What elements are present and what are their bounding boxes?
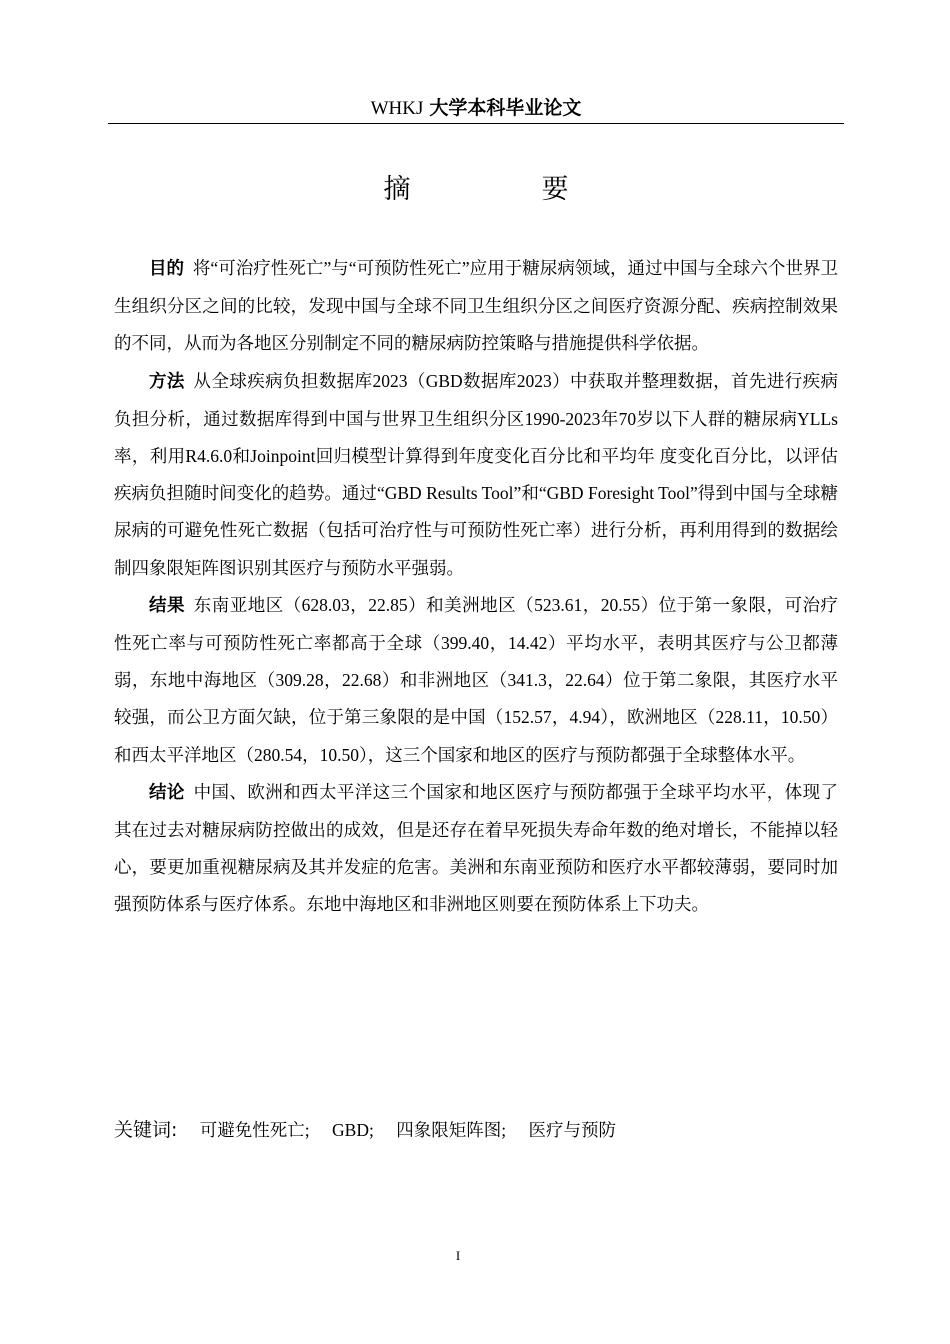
header-title: 大学本科毕业论文 [429, 97, 582, 119]
page-header [108, 94, 844, 122]
section-method [114, 363, 838, 587]
keywords-line [114, 1112, 838, 1148]
abstract-title: 摘 要 [383, 174, 621, 205]
section-purpose [114, 250, 838, 363]
header-latin: WHKJ [370, 98, 424, 119]
page-number: I [455, 1248, 461, 1263]
section-results [114, 587, 838, 774]
section-text: 中国、欧洲和西太平洋这三个国家和地区医疗与预防都强于全球平均水平，体现了其在过去对糖尿病防控做出的成效，但是还存在着早死损失寿命年数的绝对增长，不能掉以轻心，要更加重视糖尿病及其并发症的危害。美洲和东南亚预防和医疗水平都较薄弱，要同时加强预防体系与医疗体系。东地中海地区和非洲地区则要在预防体系上下功夫。 [114, 781, 839, 915]
section-text: 从全球疾病负担数据库2023（GBD数据库2023）中获取并整理数据，首先进行疾病负担分析，通过数据库得到中国与世界卫生组织分区1990-2023年70岁以下人群的糖尿病YLLs率，利用R4.6.0和Joinpoint回归模型计算得到年度变化百分比和平均年 度变化百分比，以评估疾病负担随时间变化的趋势。通过“GBD Results Tool”和“GBD Foresight Tool”得到中国与全球糖尿病的可避免性死亡数据（包括可治疗性与可预防性死亡率）进行分析，再利用得到的数据绘制四象限矩阵图识别其医疗与预防水平强弱。 [114, 370, 839, 578]
keyword-item: 医疗与预防 [528, 1120, 616, 1140]
section-text: 东南亚地区（628.03，22.85）和美洲地区（523.61，20.55）位于第一象限，可治疗性死亡率与可预防性死亡率都高于全球（399.40，14.42）平均水平，表明其医疗与公卫都薄弱，东地中海地区（309.28，22.68）和非洲地区（341.3，22.64）位于第二象限，其医疗水平较强，而公卫方面欠缺，位于第三象限的是中国（152.57，4.94），欧洲地区（228.11，10.50）和西太平洋地区（280.54，10.50），这三个国家和地区的医疗与预防都强于全球整体水平。 [114, 594, 838, 765]
keyword-item: 可避免性死亡; [199, 1120, 310, 1140]
section-label: 目的 [149, 259, 185, 279]
abstract-body [114, 250, 838, 924]
header-rule [108, 123, 844, 124]
section-label: 结论 [149, 782, 185, 803]
keyword-item: GBD; [332, 1120, 374, 1140]
section-text: 将“可治疗性死亡”与“可预防性死亡”应用于糖尿病领域，通过中国与全球六个世界卫生组织分区之间的比较，发现中国与全球不同卫生组织分区之间医疗资源分配、疾病控制效果的不同，从而为各地区分别制定不同的糖尿病防控策略与措施提供科学依据。 [114, 258, 838, 354]
section-label: 结果 [149, 595, 185, 616]
keyword-item: 四象限矩阵图; [396, 1120, 507, 1140]
section-conclusion [114, 774, 838, 924]
section-label: 方法 [149, 371, 185, 392]
keywords-label: 关键词: [114, 1119, 178, 1141]
